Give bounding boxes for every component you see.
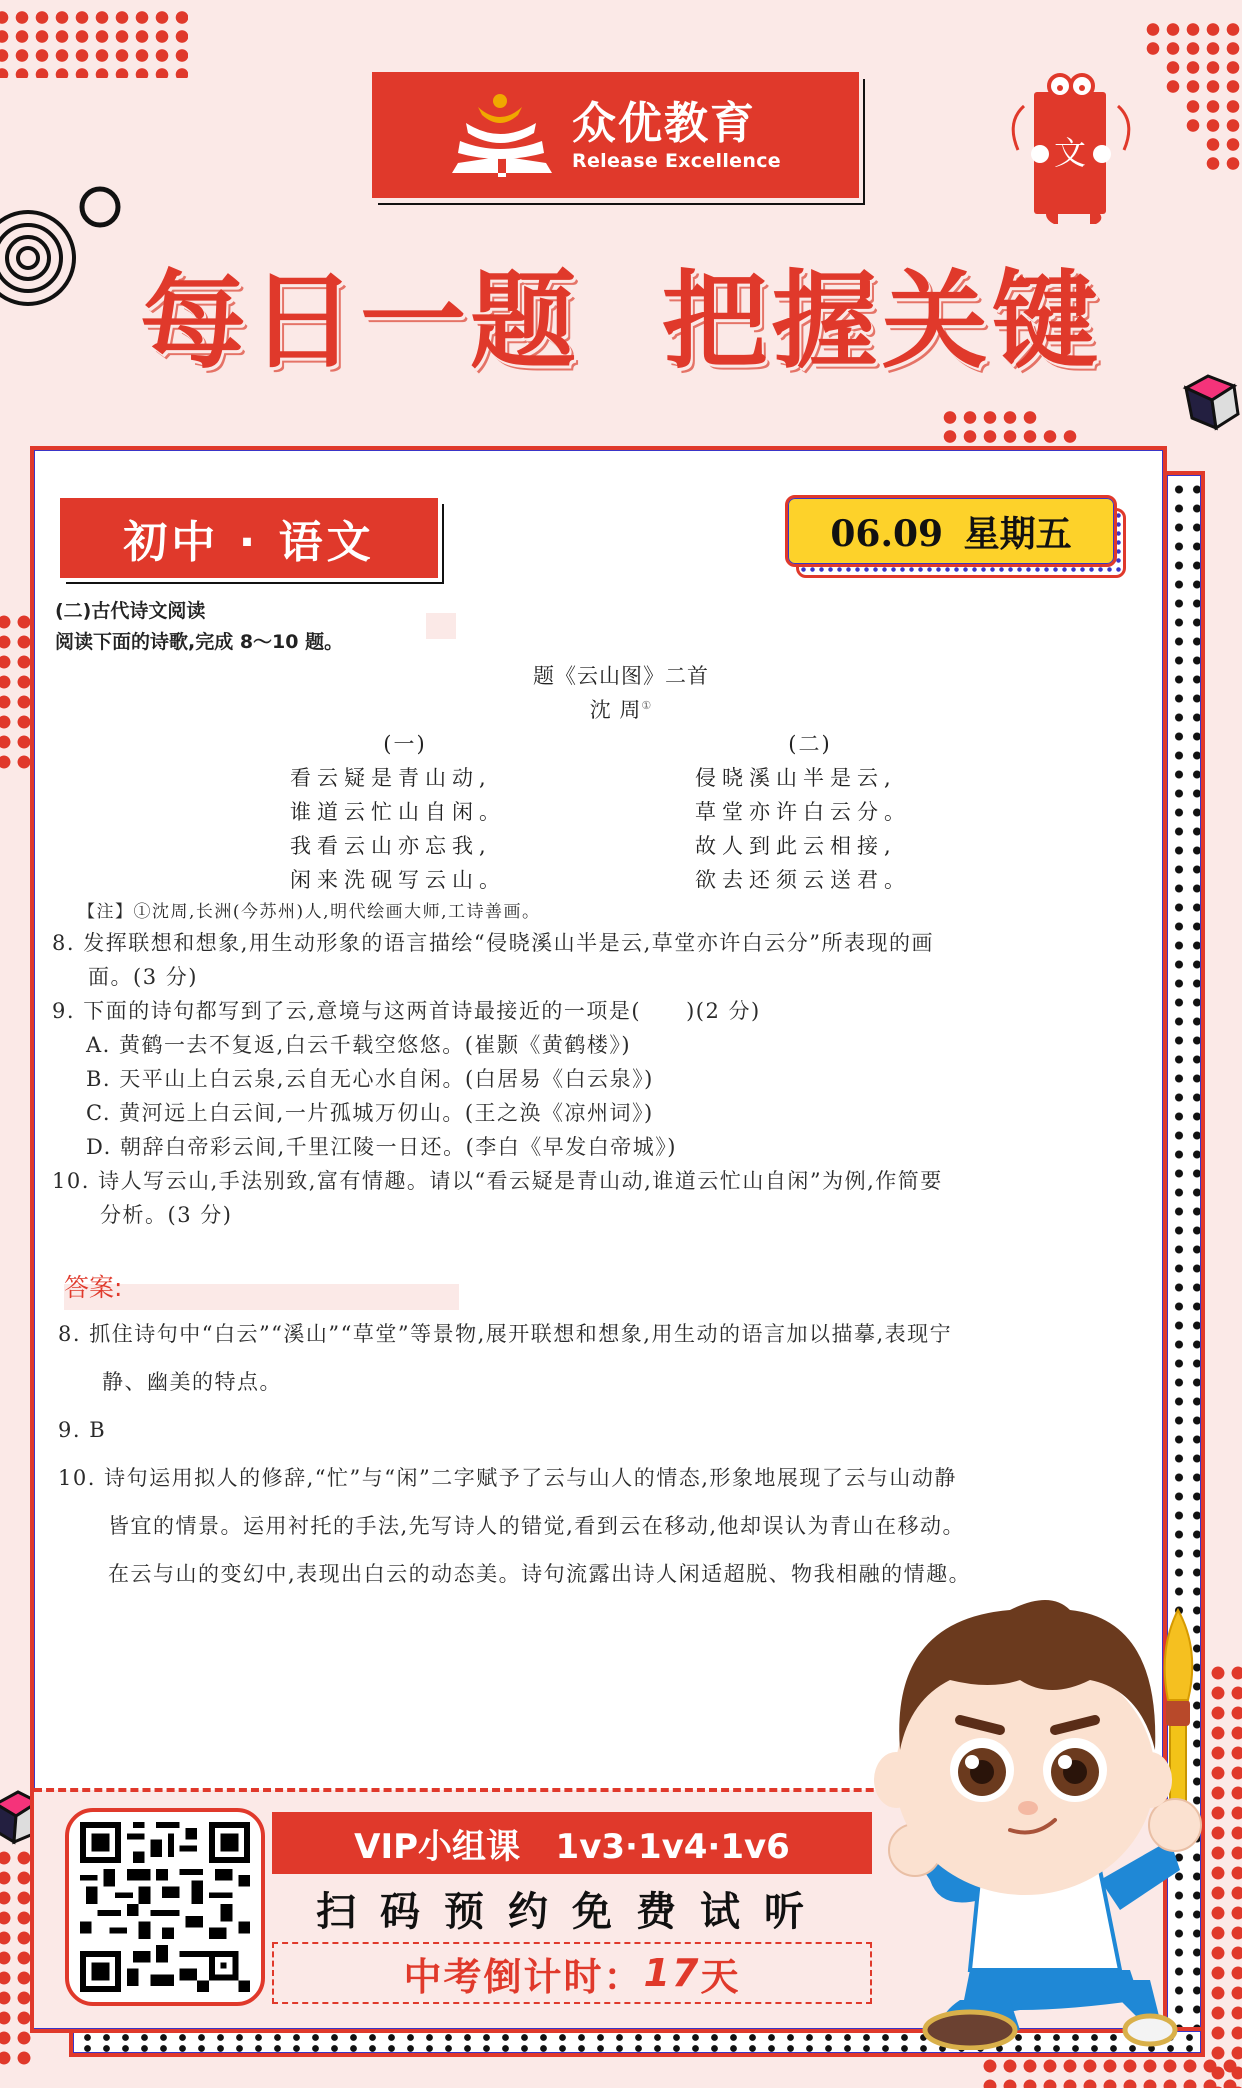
brand-name-en: Release Excellence: [572, 150, 781, 172]
answer-highlight-bar: [64, 1284, 459, 1310]
question-9: 9. 下面的诗句都写到了云,意境与这两首诗最接近的一项是( )(2 分) A. 黄鹤一去不复返,白云千载空悠悠。(崔颢《黄鹤楼》) B. 天平山上白云泉,云自无心水自闲。(白居易《白云泉》) C. 黄河远上白云间,一片孤城万仞山。(王之涣《凉州词》) D. 朝辞白帝彩云间,千里江陵一日还。(李白《早发白帝城》): [52, 994, 1152, 1164]
exam-countdown: [272, 1942, 872, 2004]
subject-badge: 初中 · 语文: [60, 498, 438, 578]
countdown-value: 17: [643, 1951, 701, 1995]
logo-sun: [493, 94, 507, 108]
question-10: 10. 诗人写云山,手法别致,富有情趣。请以“看云疑是青山动,谁道云忙山自闲”为例,作简要 分析。(3 分): [52, 1169, 943, 1227]
countdown-unit: 天: [700, 1954, 741, 1999]
decor-dots-mid-right-a: [940, 408, 1040, 428]
concentric-circles-decor: [0, 180, 130, 320]
poem-part-2-label: (二): [788, 732, 832, 756]
decor-dots-bottom-right: [1208, 1663, 1242, 2088]
poem-part-1: [290, 727, 520, 897]
answer-10: 10. 诗句运用拟人的修辞,“忙”与“闲”二字赋予了云与山人的情态,形象地展现了云与山动静 皆宜的情景。运用衬托的手法,先写诗人的错觉,看到云在移动,他却误认为青山在移动。 在云与山的变幻中,表现出白云的动态美。诗句流露出诗人闲适超脱、物我相融的情趣。: [58, 1466, 972, 1586]
wen-glyph: 文: [1053, 134, 1087, 172]
brand-name-cn: 众优教育: [572, 98, 757, 149]
highlight-patch: [426, 613, 456, 639]
poem-line: 谁道云忙山自闲。: [290, 800, 506, 824]
poem-line: 侵晓溪山半是云,: [695, 766, 897, 790]
poem-line: 草堂亦许白云分。: [695, 800, 911, 824]
qr-code-box[interactable]: [65, 1808, 265, 2006]
brand-logo-icon: [450, 93, 554, 177]
qr-code-icon[interactable]: [80, 1822, 250, 1992]
answer-9: 9. B: [58, 1418, 107, 1442]
scan-to-book-text: 扫码预约免费试听: [316, 1888, 828, 1935]
decor-dots-top-right-1: [1143, 20, 1242, 60]
poem-line: 欲去还须云送君。: [695, 868, 911, 892]
page-headline: 每日一题 把握关键: [140, 260, 1102, 383]
poem-author: [0, 694, 1242, 724]
poem-line: 故人到此云相接,: [695, 834, 897, 858]
poem-line: 闲来洗砚写云山。: [290, 868, 506, 892]
option-d: D. 朝辞白帝彩云间,千里江陵一日还。(李白《早发白帝城》): [86, 1135, 677, 1159]
vip-course-banner: VIP小组课 1v3·1v4·1v6: [272, 1812, 872, 1874]
decor-dots-bottom-row: [980, 2056, 1242, 2088]
poem-line: 看云疑是青山动,: [290, 766, 492, 790]
poem-author-name: 沈 周: [589, 698, 642, 722]
question-8: 8. 发挥联想和想象,用生动形象的语言描绘“侵晓溪山半是云,草堂亦许白云分”所表现的画 面。(3 分): [52, 931, 935, 989]
section-instruction: 阅读下面的诗歌,完成 8～10 题。: [55, 631, 344, 653]
student-mascot-illustration: [870, 1580, 1210, 2050]
decor-dots-top-right-4: [1203, 135, 1242, 175]
countdown-label: 中考倒计时：: [403, 1954, 644, 1999]
option-a: A. 黄鹤一去不复返,白云千载空悠悠。(崔颢《黄鹤楼》): [86, 1033, 632, 1057]
answer-label: 答案:: [64, 1273, 123, 1302]
poem-line: 我看云山亦忘我,: [290, 834, 492, 858]
decor-dots-left-side: [0, 612, 34, 772]
decor-dots-top-right-3: [1183, 97, 1242, 137]
footnote-marker: ①: [641, 699, 653, 712]
answer-8: 8. 抓住诗句中“白云”“溪山”“草堂”等景物,展开联想和想象,用生动的语言加以描摹,表现宁 静、幽美的特点。: [58, 1322, 953, 1394]
section-title: (二)古代诗文阅读: [55, 600, 206, 622]
poem-part-1-label: (一): [383, 732, 427, 756]
wen-character-mascot-icon: [1000, 72, 1140, 232]
decor-dots-mid-right-b: [940, 427, 1080, 447]
date-badge: 06.09 星期五: [785, 495, 1117, 567]
cube-decor-icon: [1182, 372, 1242, 432]
brand-logo-box: [372, 72, 859, 198]
poem-title: 题《云山图》二首: [533, 664, 709, 688]
decor-dots-top-left: [0, 8, 188, 78]
poem-footnote: 【注】①沈周,长洲(今苏州)人,明代绘画大师,工诗善画。: [78, 902, 541, 922]
poem-part-2: [695, 727, 925, 897]
decor-dots-bottom-left: [0, 1848, 34, 2068]
option-c: C. 黄河远上白云间,一片孤城万仞山。(王之涣《凉州词》): [86, 1101, 654, 1125]
decor-dots-top-right-2: [1163, 58, 1242, 98]
option-b: B. 天平山上白云泉,云自无心水自闲。(白居易《白云泉》): [86, 1067, 654, 1091]
